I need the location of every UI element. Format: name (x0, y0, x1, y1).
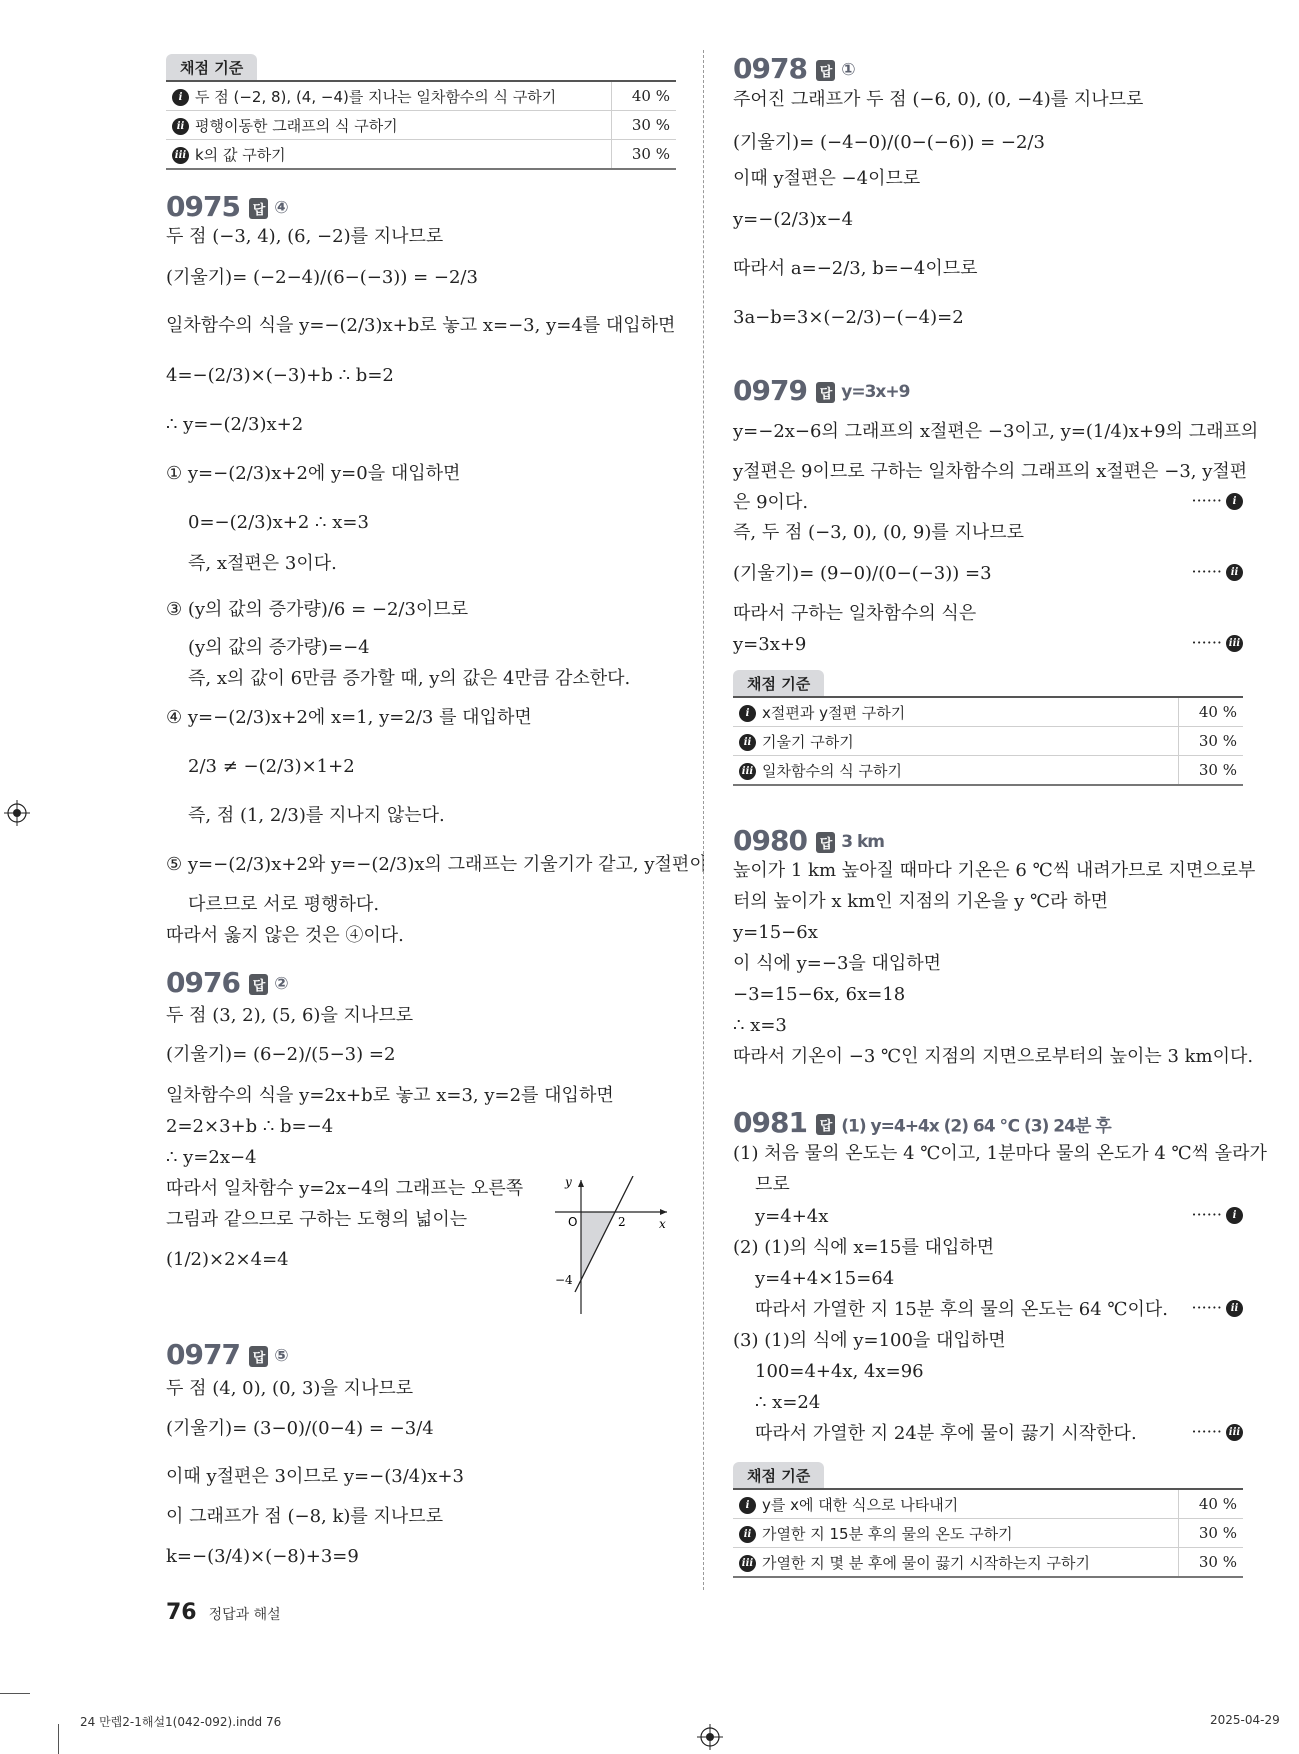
solution-line: y=−(2/3)x−4 (733, 209, 854, 230)
solution-line: 이 식에 y=−3을 대입하면 (733, 953, 942, 974)
criteria-text: 두 점 (−2, 8), (4, −4)를 지나는 일차함수의 식 구하기 (195, 87, 557, 106)
solution-line: (기울기)= (−2−4)/(6−(−3)) = −2/3 (166, 267, 478, 288)
score-marker (1191, 1422, 1243, 1441)
graph-x-tick-label: 2 (618, 1215, 626, 1229)
solution-line: ③ (y의 값의 증가량)/6 = −2/3이므로 (166, 599, 469, 620)
solution-line: ⑤ y=−(2/3)x+2와 y=−(2/3)x의 그래프는 기울기가 같고, y절편이 (166, 854, 707, 875)
criteria-text: 평행이동한 그래프의 식 구하기 (195, 116, 398, 135)
solution-line: 즉, x절편은 3이다. (188, 553, 337, 574)
criteria-text: 일차함수의 식 구하기 (762, 761, 902, 780)
answer-value: ⑤ (274, 1346, 288, 1366)
solution-line: k=−(3/4)×(−8)+3=9 (166, 1546, 359, 1567)
solution-line: 4=−(2/3)×(−3)+b ∴ b=2 (166, 365, 394, 386)
scoring-criteria-top (166, 54, 676, 170)
criteria-text: 기울기 구하기 (762, 732, 854, 751)
solution-line: 0=−(2/3)x+2 ∴ x=3 (188, 512, 369, 533)
criteria-tab: 채점 기준 (733, 1462, 824, 1488)
solution-line: y=4+4x (755, 1206, 829, 1227)
solution-line: y=4+4×15=64 (755, 1268, 895, 1289)
criteria-text: 가열한 지 15분 후의 물의 온도 구하기 (762, 1524, 1013, 1543)
criteria-row (733, 727, 1243, 756)
solution-line: 따라서 기온이 −3 ℃인 지점의 지면으로부터의 높이는 3 km이다. (733, 1046, 1254, 1067)
roman-numeral-badge: ii (172, 118, 189, 135)
score-marker (1191, 562, 1243, 581)
crop-mark (58, 1724, 59, 1754)
criteria-percent: 30 % (1179, 756, 1244, 786)
roman-numeral-badge: iii (172, 147, 189, 164)
solution-line: 따라서 a=−2/3, b=−4이므로 (733, 258, 978, 279)
page-footer (166, 1600, 281, 1625)
answer-value: ② (274, 974, 288, 994)
problem-number: 0977 (166, 1338, 240, 1371)
score-marker (1191, 1205, 1243, 1224)
score-marker (1191, 491, 1243, 510)
graph-y-tick-label: −4 (555, 1273, 573, 1287)
criteria-row (733, 697, 1243, 727)
criteria-table (733, 1488, 1243, 1578)
solution-line: 그림과 같으므로 구하는 도형의 넓이는 (166, 1209, 468, 1230)
answer-badge: 답 (816, 832, 836, 853)
solution-line: (1/2)×2×4=4 (166, 1249, 289, 1270)
answer-badge: 답 (249, 974, 269, 995)
criteria-percent: 30 % (1179, 727, 1244, 756)
dots: ······ (1191, 633, 1222, 652)
column-divider (703, 50, 704, 1590)
criteria-tab: 채점 기준 (166, 54, 257, 80)
answer-badge: 답 (249, 198, 269, 219)
page-label: 정답과 해설 (208, 1607, 281, 1623)
criteria-percent: 40 % (612, 81, 677, 111)
criteria-text: y를 x에 대한 식으로 나타내기 (762, 1495, 959, 1514)
solution-line: (3) (1)의 식에 y=100을 대입하면 (733, 1330, 1006, 1351)
criteria-text: x절편과 y절편 구하기 (762, 703, 906, 722)
solution-line: (2) (1)의 식에 x=15를 대입하면 (733, 1237, 995, 1258)
problem-0975-header (166, 190, 288, 223)
problem-number: 0975 (166, 190, 240, 223)
problem-0979-header (733, 374, 909, 407)
answer-value: y=3x+9 (841, 382, 910, 402)
problem-0978-header (733, 52, 855, 85)
roman-numeral-badge: ii (739, 734, 756, 751)
problem-number: 0980 (733, 824, 807, 857)
answer-badge: 답 (816, 382, 836, 403)
solution-line: ∴ y=−(2/3)x+2 (166, 414, 304, 435)
problem-0981-header (733, 1106, 1111, 1139)
score-marker (1191, 1298, 1243, 1317)
roman-numeral-badge: i (1226, 1207, 1243, 1224)
solution-line: ∴ x=24 (755, 1392, 821, 1413)
answer-value: ④ (274, 198, 288, 218)
solution-line: (y의 값의 증가량)=−4 (188, 637, 370, 658)
solution-line: 두 점 (−3, 4), (6, −2)를 지나므로 (166, 226, 444, 247)
criteria-percent: 40 % (1179, 1489, 1244, 1519)
criteria-row (166, 140, 676, 170)
answer-value: ① (841, 60, 855, 80)
solution-line: 주어진 그래프가 두 점 (−6, 0), (0, −4)를 지나므로 (733, 89, 1144, 110)
roman-numeral-badge: iii (739, 763, 756, 780)
solution-line: 100=4+4x, 4x=96 (755, 1361, 924, 1382)
criteria-row (733, 1489, 1243, 1519)
solution-line: y=−2x−6의 그래프의 x절편은 −3이고, y=(1/4)x+9의 그래프의 (733, 421, 1259, 442)
criteria-percent: 30 % (612, 111, 677, 140)
solution-line: 따라서 일차함수 y=2x−4의 그래프는 오른쪽 (166, 1178, 524, 1199)
solution-line: 다르므로 서로 평행하다. (188, 894, 380, 915)
roman-numeral-badge: ii (739, 1526, 756, 1543)
scoring-criteria-0979 (733, 670, 1243, 786)
problem-0977-header (166, 1338, 288, 1371)
dots: ······ (1191, 1298, 1222, 1317)
criteria-row (733, 1548, 1243, 1578)
scoring-criteria-0981 (733, 1462, 1243, 1578)
registration-mark-icon (697, 1724, 723, 1750)
solution-line: 2/3 ≠ −(2/3)×1+2 (188, 756, 355, 777)
page-number: 76 (166, 1600, 197, 1625)
solution-line: (1) 처음 물의 온도는 4 ℃이고, 1분마다 물의 온도가 4 ℃씩 올라가 (733, 1143, 1267, 1164)
date-slug: 2025-04-29 (1210, 1713, 1280, 1727)
roman-numeral-badge: i (739, 705, 756, 722)
solution-line: 따라서 가열한 지 15분 후의 물의 온도는 64 ℃이다. (755, 1299, 1169, 1320)
criteria-tab: 채점 기준 (733, 670, 824, 696)
problem-number: 0979 (733, 374, 807, 407)
criteria-text: k의 값 구하기 (195, 145, 286, 164)
score-marker (1191, 633, 1243, 652)
solution-line: 즉, x의 값이 6만큼 증가할 때, y의 값은 4만큼 감소한다. (188, 668, 631, 689)
solution-line: 즉, 두 점 (−3, 0), (0, 9)를 지나므로 (733, 522, 1025, 543)
solution-line: (기울기)= (−4−0)/(0−(−6)) = −2/3 (733, 132, 1045, 153)
problem-number: 0978 (733, 52, 807, 85)
solution-line: −3=15−6x, 6x=18 (733, 984, 906, 1005)
solution-line: 두 점 (4, 0), (0, 3)을 지나므로 (166, 1378, 414, 1399)
solution-line: ∴ y=2x−4 (166, 1147, 257, 1168)
problem-number: 0981 (733, 1106, 807, 1139)
answer-badge: 답 (816, 60, 836, 81)
criteria-row (733, 1519, 1243, 1548)
solution-line: 따라서 옳지 않은 것은 ④이다. (166, 925, 404, 946)
solution-line: 일차함수의 식을 y=2x+b로 놓고 x=3, y=2를 대입하면 (166, 1085, 614, 1106)
problem-0980-header (733, 824, 884, 857)
criteria-table (166, 80, 676, 170)
dots: ······ (1191, 491, 1222, 510)
registration-mark-icon (4, 800, 30, 826)
solution-line: (기울기)= (9−0)/(0−(−3)) =3 (733, 563, 992, 584)
criteria-table (733, 696, 1243, 786)
criteria-row (733, 756, 1243, 786)
solution-line: 3a−b=3×(−2/3)−(−4)=2 (733, 307, 964, 328)
solution-line: 터의 높이가 x km인 지점의 기온을 y ℃라 하면 (733, 891, 1109, 912)
solution-line: y절편은 9이므로 구하는 일차함수의 그래프의 x절편은 −3, y절편 (733, 461, 1248, 482)
graph-origin-label: O (568, 1215, 578, 1229)
solution-line: 이때 y절편은 3이므로 y=−(3/4)x+3 (166, 1466, 464, 1487)
solution-line: (기울기)= (6−2)/(5−3) =2 (166, 1044, 396, 1065)
answer-value: (1) y=4+4x (2) 64 ℃ (3) 24분 후 (841, 1116, 1111, 1137)
roman-numeral-badge: iii (739, 1555, 756, 1572)
graph-x-axis-label: x (659, 1217, 666, 1231)
criteria-percent: 30 % (1179, 1548, 1244, 1578)
roman-numeral-badge: ii (1226, 564, 1243, 581)
roman-numeral-badge: iii (1226, 635, 1243, 652)
file-slug: 24 만렙2-1해설1(042-092).indd 76 (80, 1715, 282, 1729)
solution-line: ① y=−(2/3)x+2에 y=0을 대입하면 (166, 463, 461, 484)
criteria-percent: 30 % (1179, 1519, 1244, 1548)
answer-value: 3 km (841, 832, 885, 852)
criteria-text: 가열한 지 몇 분 후에 물이 끓기 시작하는지 구하기 (762, 1553, 1090, 1572)
solution-line: (기울기)= (3−0)/(0−4) = −3/4 (166, 1418, 434, 1439)
solution-line: y=3x+9 (733, 634, 807, 655)
criteria-percent: 40 % (1179, 697, 1244, 727)
dots: ······ (1191, 562, 1222, 581)
problem-0976-header (166, 966, 288, 999)
problem-number: 0976 (166, 966, 240, 999)
dots: ······ (1191, 1205, 1222, 1224)
solution-line: 두 점 (3, 2), (5, 6)을 지나므로 (166, 1005, 414, 1026)
solution-line: 즉, 점 (1, 2/3)를 지나지 않는다. (188, 805, 445, 826)
graph-y-axis-label: y (565, 1176, 572, 1189)
solution-line: 은 9이다. (733, 492, 809, 513)
solution-line: 이 그래프가 점 (−8, k)를 지나므로 (166, 1506, 444, 1527)
solution-line: 따라서 구하는 일차함수의 식은 (733, 603, 977, 624)
roman-numeral-badge: i (739, 1497, 756, 1514)
criteria-row (166, 111, 676, 140)
roman-numeral-badge: i (1226, 493, 1243, 510)
solution-line: ④ y=−(2/3)x+2에 x=1, y=2/3 를 대입하면 (166, 707, 532, 728)
answer-badge: 답 (249, 1346, 269, 1367)
solution-line: y=15−6x (733, 922, 818, 943)
solution-line: 일차함수의 식을 y=−(2/3)x+b로 놓고 x=−3, y=4를 대입하면 (166, 315, 676, 336)
dots: ······ (1191, 1422, 1222, 1441)
crop-mark (0, 1693, 30, 1694)
solution-line: 따라서 가열한 지 24분 후에 물이 끓기 시작한다. (755, 1423, 1137, 1444)
answer-badge: 답 (816, 1114, 836, 1135)
roman-numeral-badge: i (172, 89, 189, 106)
linear-graph-figure (551, 1176, 671, 1316)
roman-numeral-badge: ii (1226, 1300, 1243, 1317)
criteria-percent: 30 % (612, 140, 677, 170)
solution-line: 므로 (755, 1174, 790, 1195)
solution-line: 2=2×3+b ∴ b=−4 (166, 1116, 334, 1137)
roman-numeral-badge: iii (1226, 1424, 1243, 1441)
solution-line: ∴ x=3 (733, 1015, 787, 1036)
solution-line: 높이가 1 km 높아질 때마다 기온은 6 ℃씩 내려가므로 지면으로부 (733, 860, 1256, 881)
criteria-row (166, 81, 676, 111)
solution-line: 이때 y절편은 −4이므로 (733, 168, 921, 189)
